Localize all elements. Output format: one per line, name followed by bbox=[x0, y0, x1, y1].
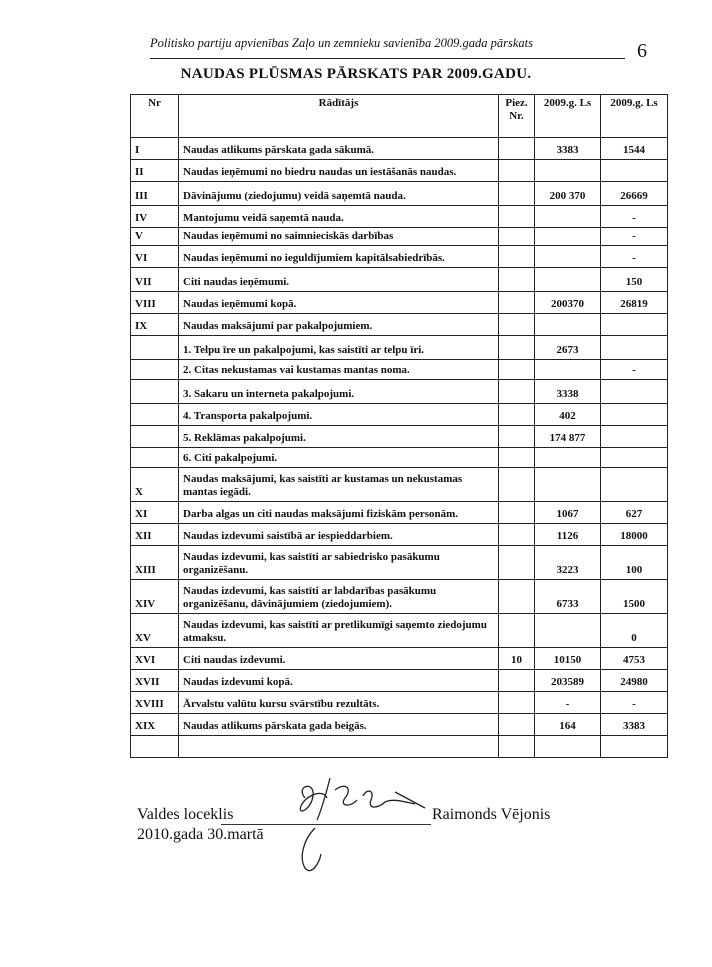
row-number: V bbox=[131, 228, 179, 246]
row-label: Naudas izdevumi, kas saistīti ar pretlikumīgi saņemto ziedojumu atmaksu. bbox=[179, 614, 499, 648]
row-value-2009-b bbox=[601, 314, 668, 336]
row-value-2009-b: - bbox=[601, 206, 668, 228]
row-note bbox=[499, 160, 535, 182]
row-value-2009-b: - bbox=[601, 246, 668, 268]
row-label: 4. Transporta pakalpojumi. bbox=[179, 404, 499, 426]
row-label bbox=[179, 736, 499, 758]
row-number bbox=[131, 426, 179, 448]
row-note bbox=[499, 380, 535, 404]
row-label: Naudas atlikums pārskata gada beigās. bbox=[179, 714, 499, 736]
row-number: XIII bbox=[131, 546, 179, 580]
row-value-2009-a: 174 877 bbox=[535, 426, 601, 448]
table-row bbox=[131, 524, 668, 546]
row-number: XIV bbox=[131, 580, 179, 614]
column-header-nr: Nr bbox=[131, 95, 179, 138]
row-value-2009-b bbox=[601, 160, 668, 182]
row-value-2009-a bbox=[535, 468, 601, 502]
row-value-2009-a bbox=[535, 246, 601, 268]
row-value-2009-b: 627 bbox=[601, 502, 668, 524]
page-number: 6 bbox=[637, 40, 647, 62]
row-value-2009-b: 3383 bbox=[601, 714, 668, 736]
row-number bbox=[131, 380, 179, 404]
table-row bbox=[131, 714, 668, 736]
row-note bbox=[499, 448, 535, 468]
row-number: VIII bbox=[131, 292, 179, 314]
row-number: VI bbox=[131, 246, 179, 268]
column-header-2009-b: 2009.g. Ls bbox=[601, 95, 668, 138]
row-value-2009-a: 3223 bbox=[535, 546, 601, 580]
row-value-2009-a: 200 370 bbox=[535, 182, 601, 206]
table-row bbox=[131, 670, 668, 692]
row-note bbox=[499, 614, 535, 648]
row-value-2009-a bbox=[535, 228, 601, 246]
row-label: Naudas ieņēmumi kopā. bbox=[179, 292, 499, 314]
row-note bbox=[499, 360, 535, 380]
row-label: Naudas izdevumi kopā. bbox=[179, 670, 499, 692]
table-row bbox=[131, 314, 668, 336]
row-label: Naudas ieņēmumi no biedru naudas un iestāšanās naudas. bbox=[179, 160, 499, 182]
row-value-2009-a bbox=[535, 736, 601, 758]
row-note bbox=[499, 292, 535, 314]
board-member-label: Valdes loceklis bbox=[137, 806, 234, 823]
row-value-2009-b: 0 bbox=[601, 614, 668, 648]
row-value-2009-b bbox=[601, 380, 668, 404]
row-value-2009-a: 2673 bbox=[535, 336, 601, 360]
column-header-note: Piez. Nr. bbox=[499, 95, 535, 138]
row-value-2009-b bbox=[601, 426, 668, 448]
table-row bbox=[131, 426, 668, 448]
signature-date: 2010.gada 30.martā bbox=[137, 826, 264, 843]
row-label: Naudas izdevumi saistībā ar iespieddarbiem. bbox=[179, 524, 499, 546]
row-number: X bbox=[131, 468, 179, 502]
row-label: Mantojumu veidā saņemtā nauda. bbox=[179, 206, 499, 228]
table-row bbox=[131, 580, 668, 614]
row-number: VII bbox=[131, 268, 179, 292]
row-value-2009-b: 150 bbox=[601, 268, 668, 292]
row-value-2009-a: 6733 bbox=[535, 580, 601, 614]
row-value-2009-a: 1126 bbox=[535, 524, 601, 546]
table-row bbox=[131, 648, 668, 670]
row-value-2009-a bbox=[535, 314, 601, 336]
row-value-2009-b: 18000 bbox=[601, 524, 668, 546]
document-header: Politisko partiju apvienības Zaļo un zemnieku savienība 2009.gada pārskats bbox=[150, 36, 533, 50]
table-row bbox=[131, 292, 668, 314]
header-rule bbox=[150, 58, 625, 59]
row-value-2009-b: 26669 bbox=[601, 182, 668, 206]
row-value-2009-b bbox=[601, 736, 668, 758]
table-row bbox=[131, 182, 668, 206]
row-value-2009-b: 1544 bbox=[601, 138, 668, 160]
row-value-2009-b: 4753 bbox=[601, 648, 668, 670]
row-number: XVII bbox=[131, 670, 179, 692]
row-note bbox=[499, 580, 535, 614]
row-number: II bbox=[131, 160, 179, 182]
row-number: IV bbox=[131, 206, 179, 228]
row-label: Naudas atlikums pārskata gada sākumā. bbox=[179, 138, 499, 160]
row-note bbox=[499, 336, 535, 360]
row-number bbox=[131, 736, 179, 758]
row-note bbox=[499, 314, 535, 336]
row-note bbox=[499, 268, 535, 292]
table-header-row bbox=[131, 95, 668, 138]
row-label: Naudas maksājumi par pakalpojumiem. bbox=[179, 314, 499, 336]
row-label: 6. Citi pakalpojumi. bbox=[179, 448, 499, 468]
handwritten-signature bbox=[275, 768, 445, 883]
row-number bbox=[131, 336, 179, 360]
row-label: Naudas ieņēmumi no saimnieciskās darbības bbox=[179, 228, 499, 246]
row-label: 2. Citas nekustamas vai kustamas mantas noma. bbox=[179, 360, 499, 380]
row-value-2009-a bbox=[535, 614, 601, 648]
row-label: Naudas ieņēmumi no ieguldījumiem kapitālsabiedrībās. bbox=[179, 246, 499, 268]
table-row bbox=[131, 546, 668, 580]
row-note bbox=[499, 736, 535, 758]
row-value-2009-b bbox=[601, 468, 668, 502]
row-label: Dāvinājumu (ziedojumu) veidā saņemtā nauda. bbox=[179, 182, 499, 206]
row-value-2009-a bbox=[535, 206, 601, 228]
row-label: 5. Reklāmas pakalpojumi. bbox=[179, 426, 499, 448]
table-row bbox=[131, 246, 668, 268]
row-note bbox=[499, 524, 535, 546]
row-note bbox=[499, 546, 535, 580]
table-row bbox=[131, 228, 668, 246]
row-number bbox=[131, 448, 179, 468]
row-note bbox=[499, 502, 535, 524]
table-row bbox=[131, 404, 668, 426]
row-note bbox=[499, 692, 535, 714]
row-value-2009-b: - bbox=[601, 228, 668, 246]
row-label: Naudas izdevumi, kas saistīti ar sabiedrisko pasākumu organizēšanu. bbox=[179, 546, 499, 580]
row-note bbox=[499, 206, 535, 228]
row-value-2009-b: 24980 bbox=[601, 670, 668, 692]
row-number: XVIII bbox=[131, 692, 179, 714]
row-label: Naudas izdevumi, kas saistīti ar labdarības pasākumu organizēšanu, dāvinājumiem (ziedojumiem). bbox=[179, 580, 499, 614]
row-value-2009-a: 200370 bbox=[535, 292, 601, 314]
row-value-2009-a: 3383 bbox=[535, 138, 601, 160]
row-label: Citi naudas ieņēmumi. bbox=[179, 268, 499, 292]
row-note: 10 bbox=[499, 648, 535, 670]
row-label: Darba algas un citi naudas maksājumi fiziskām personām. bbox=[179, 502, 499, 524]
row-number bbox=[131, 360, 179, 380]
row-number: XV bbox=[131, 614, 179, 648]
row-value-2009-a: 1067 bbox=[535, 502, 601, 524]
row-value-2009-a: - bbox=[535, 692, 601, 714]
row-note bbox=[499, 468, 535, 502]
column-header-2009-a: 2009.g. Ls bbox=[535, 95, 601, 138]
row-value-2009-a: 3338 bbox=[535, 380, 601, 404]
table-row bbox=[131, 692, 668, 714]
table-row bbox=[131, 736, 668, 758]
table-row bbox=[131, 380, 668, 404]
row-value-2009-a: 10150 bbox=[535, 648, 601, 670]
signer-name: Raimonds Vējonis bbox=[432, 806, 551, 823]
table-row bbox=[131, 268, 668, 292]
row-number bbox=[131, 404, 179, 426]
report-title: NAUDAS PLŪSMAS PĀRSKATS PAR 2009.GADU. bbox=[180, 66, 532, 82]
row-number: III bbox=[131, 182, 179, 206]
row-value-2009-a bbox=[535, 268, 601, 292]
row-value-2009-b bbox=[601, 336, 668, 360]
row-note bbox=[499, 182, 535, 206]
table-row bbox=[131, 502, 668, 524]
row-value-2009-b bbox=[601, 404, 668, 426]
row-number: XI bbox=[131, 502, 179, 524]
row-note bbox=[499, 228, 535, 246]
row-label: Naudas maksājumi, kas saistīti ar kustamas un nekustamas mantas iegādi. bbox=[179, 468, 499, 502]
table-body bbox=[131, 138, 668, 758]
row-number: XVI bbox=[131, 648, 179, 670]
table-row bbox=[131, 160, 668, 182]
row-note bbox=[499, 404, 535, 426]
row-value-2009-a bbox=[535, 360, 601, 380]
cash-flow-table bbox=[130, 94, 668, 758]
row-value-2009-a: 402 bbox=[535, 404, 601, 426]
row-label: Citi naudas izdevumi. bbox=[179, 648, 499, 670]
row-label: 3. Sakaru un interneta pakalpojumi. bbox=[179, 380, 499, 404]
row-note bbox=[499, 670, 535, 692]
column-header-indicator: Rādītājs bbox=[179, 95, 499, 138]
signature-line bbox=[221, 824, 431, 825]
table-row bbox=[131, 138, 668, 160]
row-value-2009-b: - bbox=[601, 692, 668, 714]
row-value-2009-b: - bbox=[601, 360, 668, 380]
row-note bbox=[499, 246, 535, 268]
row-value-2009-b: 100 bbox=[601, 546, 668, 580]
row-value-2009-a bbox=[535, 448, 601, 468]
row-number: XII bbox=[131, 524, 179, 546]
row-value-2009-a bbox=[535, 160, 601, 182]
row-value-2009-b bbox=[601, 448, 668, 468]
row-note bbox=[499, 138, 535, 160]
table-row bbox=[131, 206, 668, 228]
row-label: Ārvalstu valūtu kursu svārstību rezultāts. bbox=[179, 692, 499, 714]
row-number: IX bbox=[131, 314, 179, 336]
table-row bbox=[131, 448, 668, 468]
table-row bbox=[131, 360, 668, 380]
row-value-2009-b: 1500 bbox=[601, 580, 668, 614]
table-row bbox=[131, 468, 668, 502]
row-number: I bbox=[131, 138, 179, 160]
row-label: 1. Telpu īre un pakalpojumi, kas saistīti ar telpu īri. bbox=[179, 336, 499, 360]
row-number: XIX bbox=[131, 714, 179, 736]
row-note bbox=[499, 426, 535, 448]
row-note bbox=[499, 714, 535, 736]
table-row bbox=[131, 614, 668, 648]
table-row bbox=[131, 336, 668, 360]
row-value-2009-b: 26819 bbox=[601, 292, 668, 314]
row-value-2009-a: 203589 bbox=[535, 670, 601, 692]
row-value-2009-a: 164 bbox=[535, 714, 601, 736]
